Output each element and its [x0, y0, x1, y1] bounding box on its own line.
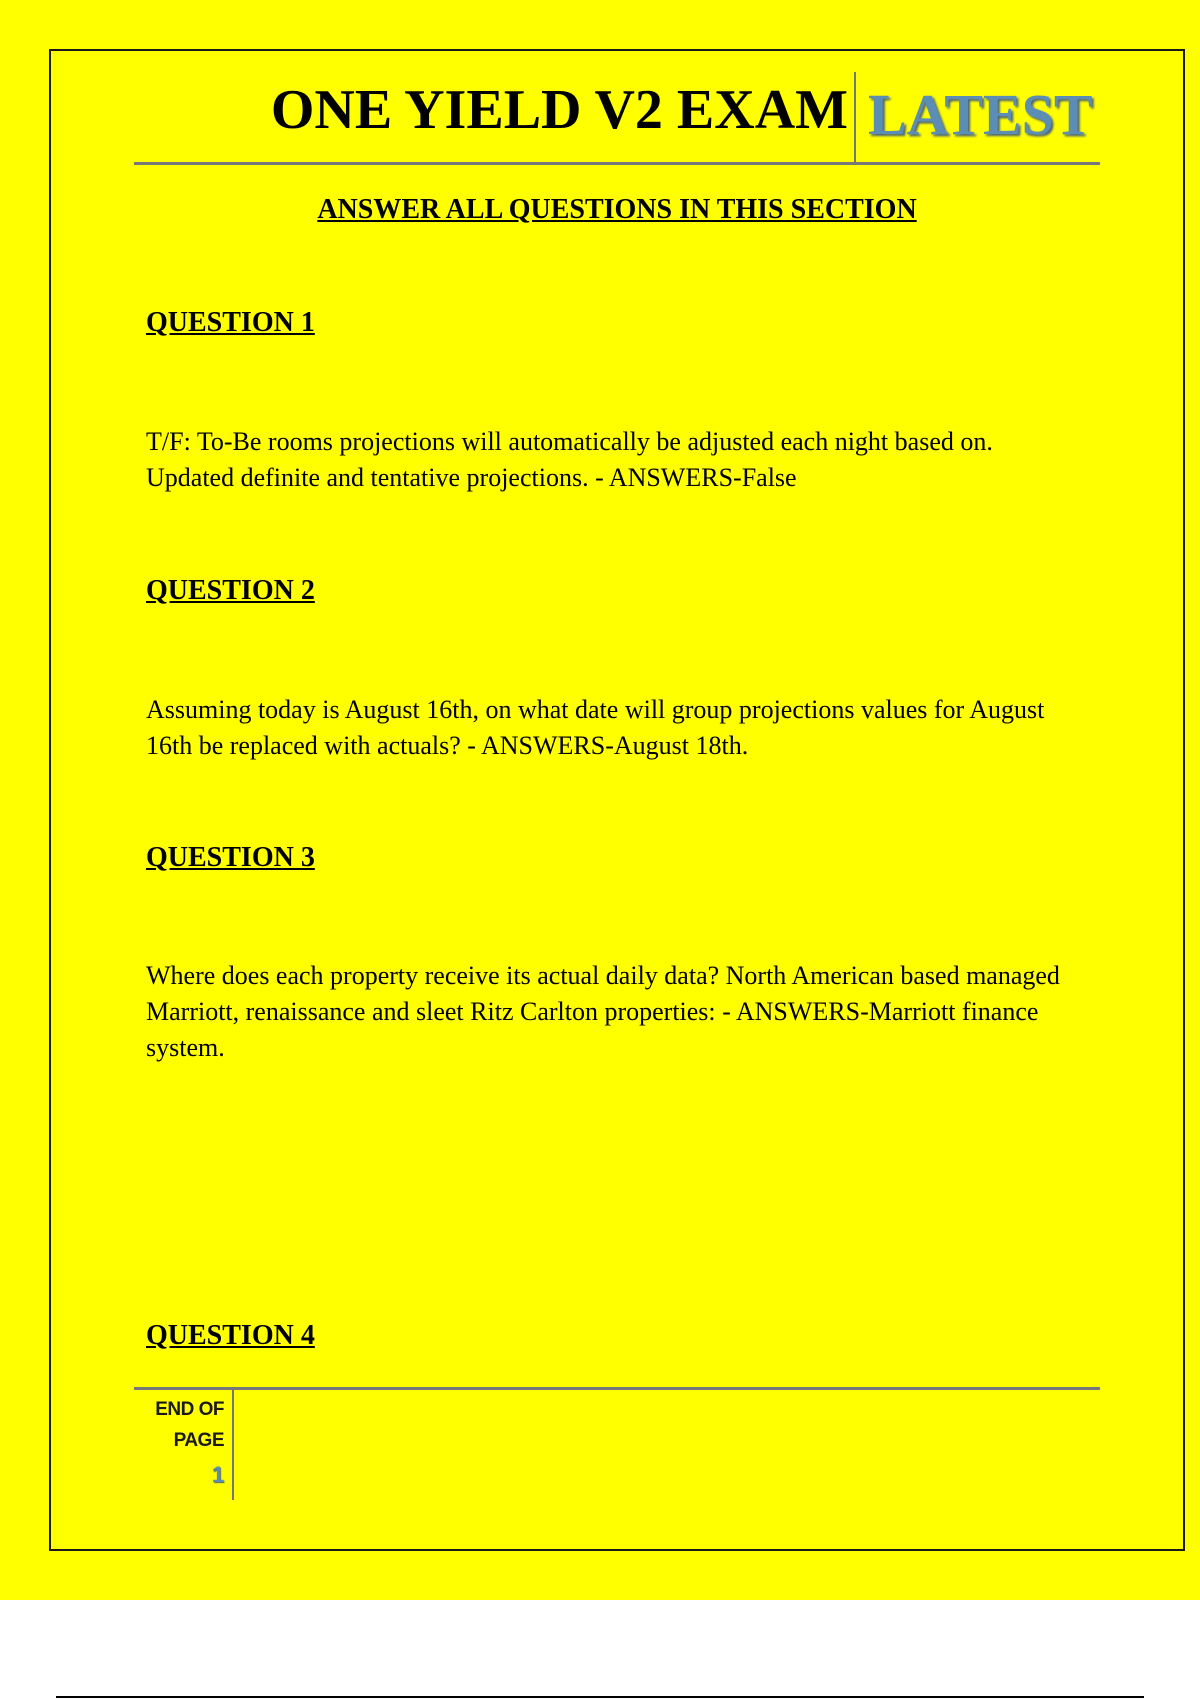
question-3-text: Where does each property receive its actual daily data? North American based managed Marriott, renaissance and sleet Ritz Carlton properties: - ANSWERS-Marriott finance system. — [146, 961, 1060, 1062]
title-underline — [134, 162, 1100, 165]
question-4-heading: QUESTION 4 — [146, 1320, 315, 1351]
footer-line — [134, 1387, 1100, 1390]
footer-divider — [232, 1390, 234, 1500]
title-divider — [854, 72, 856, 162]
footer-line-1: END OF — [155, 1399, 224, 1420]
latest-badge: LATEST — [868, 82, 1093, 147]
question-2-heading: QUESTION 2 — [146, 575, 315, 606]
question-1-text: T/F: To-Be rooms projections will automatically be adjusted each night based on. Updated definite and tentative projections. - ANSWERS-False — [146, 427, 993, 492]
page-title: ONE YIELD V2 EXAM — [270, 79, 848, 141]
question-1-heading: QUESTION 1 — [146, 307, 315, 338]
page-number: 1 — [211, 1462, 224, 1487]
question-2-text: Assuming today is August 16th, on what date will group projections values for August 16th be replaced with actuals? - ANSWERS-August 18th. — [146, 695, 1045, 760]
footer-line-2: PAGE — [173, 1430, 224, 1451]
section-heading: ANSWER ALL QUESTIONS IN THIS SECTION — [317, 194, 917, 225]
question-3-heading: QUESTION 3 — [146, 842, 315, 873]
title-row — [134, 72, 1100, 164]
footer-end-of-page — [134, 1394, 224, 1456]
bottom-rule — [56, 1696, 1144, 1698]
